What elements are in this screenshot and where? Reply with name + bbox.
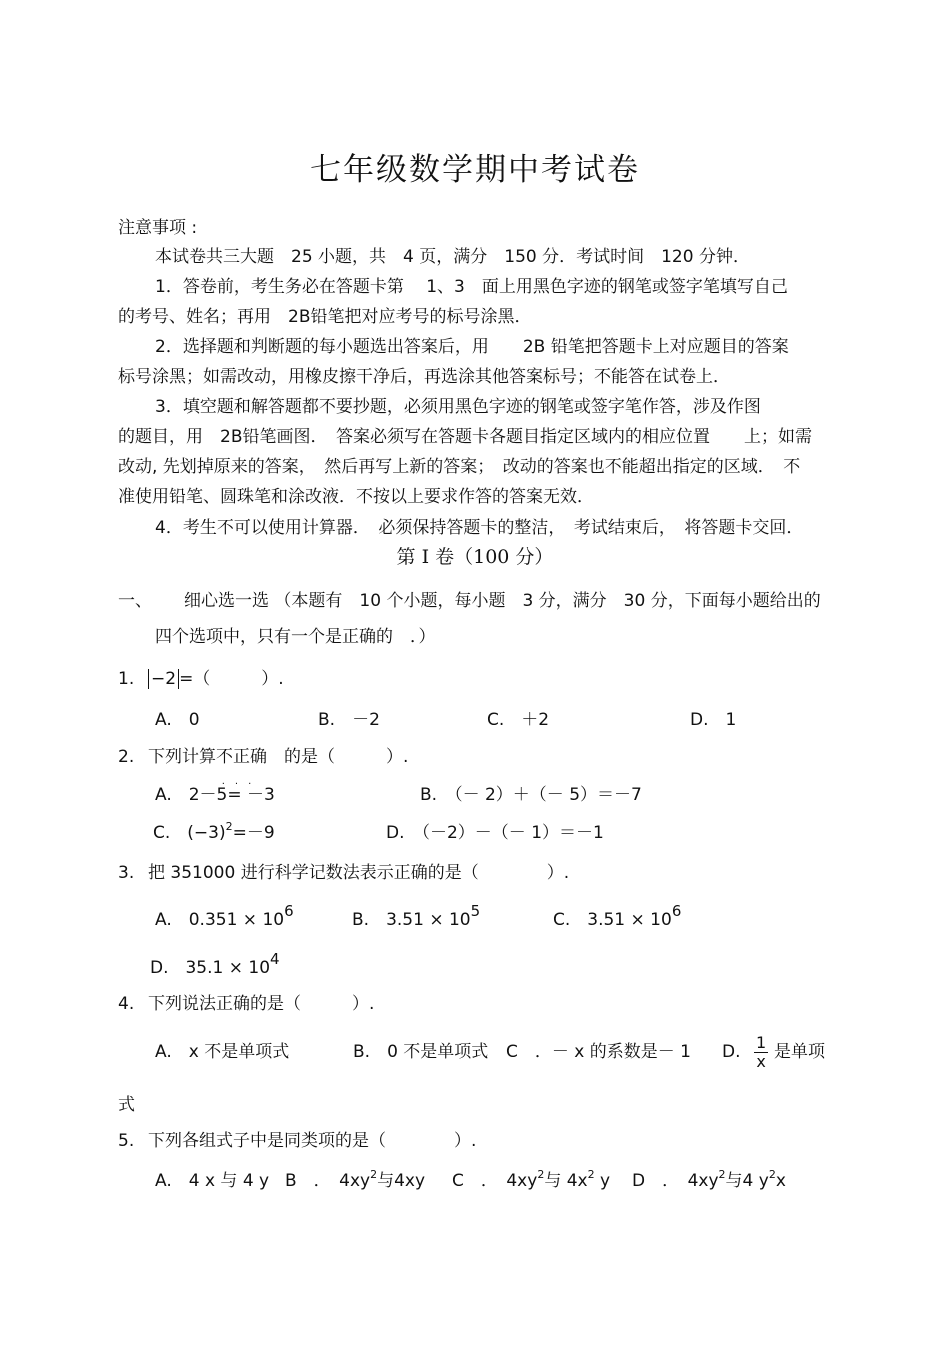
- q5-option-b-pre: B ． 4xy: [285, 1171, 371, 1191]
- q4-fraction: [754, 1034, 768, 1071]
- q5-option-b: [285, 1170, 425, 1194]
- q2-number: 2.: [118, 747, 135, 767]
- q5-option-d-exponent-1: 2: [718, 1168, 726, 1181]
- q5-option-c-exponent-1: 2: [537, 1168, 545, 1181]
- q3-option-b-base: B. 3.51 × 10: [352, 910, 471, 930]
- q5-option-d: [632, 1170, 786, 1194]
- section1-text-a: 细心选一选 （本题有 10 个小题，每小题 3 分，满分 30 分，下面每小题给出的: [184, 591, 821, 611]
- emphasis-dots-icon: ...: [221, 776, 262, 787]
- q5-option-b-exponent: 2: [370, 1168, 378, 1181]
- q1-stem-tail: =（ ）.: [179, 669, 284, 689]
- notice-item-4: 4．考生不可以使用计算器． 必须保持答题卡的整洁， 考试结束后， 将答题卡交回．: [155, 518, 804, 538]
- q2-option-c-tail: =－9: [232, 823, 275, 843]
- q1-option-a: A. 0: [155, 710, 200, 730]
- q4-fraction-denominator: x: [756, 1052, 766, 1071]
- notice-item-1b: 的考号、姓名；再用 2B铅笔把对应考号的标号涂黑．: [118, 307, 532, 327]
- notice-heading: 注意事项 :: [118, 218, 198, 238]
- q2-emphasis: [216, 747, 267, 787]
- q3-option-a-exponent: 6: [284, 902, 294, 920]
- q3-option-c: [553, 902, 682, 931]
- q5-option-c: [452, 1170, 610, 1194]
- q1-number: 1.: [118, 669, 135, 689]
- notice-item-3b: 的题目，用 2B铅笔画图． 答案必须写在答题卡各题目指定区域内的相应位置 上；如需: [118, 427, 812, 447]
- q5-option-b-post: 与4xy: [377, 1171, 426, 1191]
- q1-option-d: D. 1: [690, 710, 737, 730]
- q5-stem: 下列各组式子中是同类项的是（ ）.: [148, 1131, 477, 1151]
- q3-option-d-exponent: 4: [270, 950, 280, 968]
- q2-option-c: [153, 822, 275, 846]
- q2-option-a: A. 2－5= －3: [155, 785, 275, 805]
- q1-option-b: B. －2: [318, 710, 380, 730]
- q4-number: 4.: [118, 994, 135, 1014]
- q4-option-a: A. x 不是单项式: [155, 1042, 290, 1062]
- q5-option-d-pre: D ． 4xy: [632, 1171, 719, 1191]
- q3-option-c-exponent: 6: [671, 902, 682, 920]
- q2-option-d: D. （－2）－（－ 1）＝－1: [386, 823, 604, 843]
- q1-stem: [148, 668, 284, 690]
- q3-option-d: [150, 950, 280, 979]
- q4-option-b: B. 0 不是单项式: [353, 1042, 489, 1062]
- q3-stem: 把 351000 进行科学记数法表示正确的是（ ）.: [148, 863, 570, 883]
- q5-option-d-exponent-2: 2: [768, 1168, 776, 1181]
- q5-option-c-exponent-2: 2: [587, 1168, 595, 1181]
- q4-option-d-label: D.: [722, 1042, 741, 1062]
- q3-option-d-base: D. 35.1 × 10: [150, 958, 271, 978]
- q3-option-b: [352, 902, 481, 931]
- q2-option-b: B. （－ 2）＋（－ 5）＝－7: [420, 785, 642, 805]
- q1-abs-expression: −2: [148, 669, 179, 689]
- q4-option-d-tail: 是单项: [774, 1042, 825, 1062]
- part1-title: 第 I 卷（100 分）: [396, 546, 554, 568]
- q2-stem-a: 下列计算: [148, 747, 216, 767]
- notice-intro: 本试卷共三大题 25 小题，共 4 页，满分 150 分．考试时间 120 分钟．: [155, 247, 750, 267]
- q3-option-a-base: A. 0.351 × 10: [155, 910, 285, 930]
- page-title: 七年级数学期中考试卷: [310, 152, 640, 188]
- notice-item-3d: 准使用铅笔、圆珠笔和涂改液．不按以上要求作答的答案无效．: [118, 487, 594, 507]
- q4-option-c: C ．－ x 的系数是－ 1: [506, 1042, 691, 1062]
- q2-option-c-exponent: 2: [225, 820, 233, 833]
- notice-item-3c: 改动, 先划掉原来的答案， 然后再写上新的答案； 改动的答案也不能超出指定的区域． 不: [118, 457, 801, 477]
- q3-option-a: [155, 902, 294, 931]
- q4-fraction-numerator: 1: [756, 1033, 767, 1052]
- q3-option-c-base: C. 3.51 × 10: [553, 910, 672, 930]
- q4-option-d-wrap: 式: [118, 1095, 135, 1115]
- q4-stem: 下列说法正确的是（ ）.: [148, 994, 375, 1014]
- q3-option-b-exponent: 5: [470, 902, 481, 920]
- q2-stem: [148, 746, 409, 787]
- section1-text-b: 四个选项中，只有一个是正确的 ．）: [155, 627, 436, 647]
- q5-option-c-mid: 与 4x: [544, 1171, 588, 1191]
- notice-item-2a: 2．选择题和判断题的每小题选出答案后，用 2B 铅笔把答题卡上对应题目的答案: [155, 337, 789, 357]
- notice-item-2b: 标号涂黑；如需改动，用橡皮擦干净后，再选涂其他答案标号；不能答在试卷上．: [118, 367, 730, 387]
- q3-number: 3.: [118, 863, 135, 883]
- q5-option-c-post: y: [594, 1171, 611, 1191]
- q5-option-a: A. 4 x 与 4 y: [155, 1171, 270, 1191]
- q5-option-d-post: x: [775, 1171, 786, 1191]
- q5-option-c-pre: C ． 4xy: [452, 1171, 538, 1191]
- q1-option-c: C. ＋2: [487, 710, 550, 730]
- notice-item-1a: 1．答卷前，考生务必在答题卡第 1、3 面上用黑色字迹的钢笔或签字笔填写自己: [155, 277, 788, 297]
- q2-stem-b: 的是（ ）.: [284, 747, 409, 767]
- q2-emphasis-text: 不正确: [216, 747, 267, 767]
- section1-number: 一、: [118, 591, 152, 611]
- q5-option-d-mid: 与4 y: [725, 1171, 769, 1191]
- notice-item-3a: 3．填空题和解答题都不要抄题，必须用黑色字迹的钢笔或签字笔作答，涉及作图: [155, 397, 761, 417]
- q5-number: 5.: [118, 1131, 135, 1151]
- q2-option-c-base: C. (−3): [153, 823, 226, 843]
